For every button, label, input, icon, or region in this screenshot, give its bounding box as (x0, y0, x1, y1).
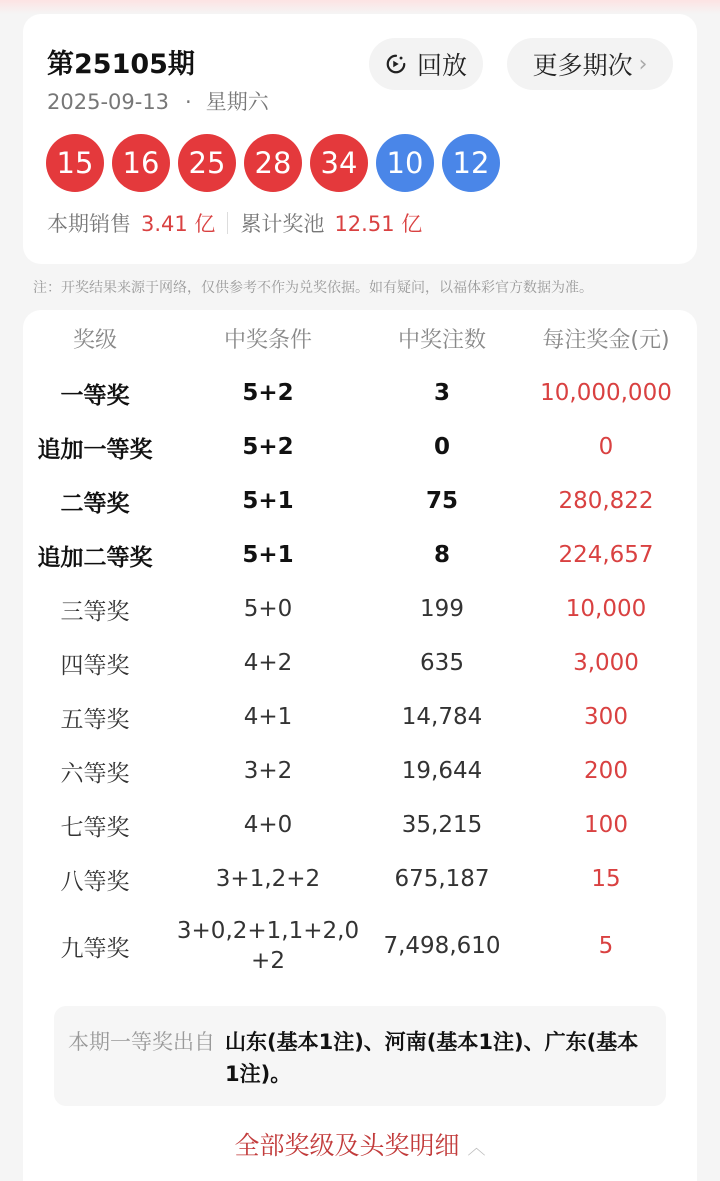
prize-condition: 3+0,2+1,1+2,0+2 (176, 918, 360, 974)
prize-level: 四等奖 (60, 652, 130, 679)
table-row (23, 744, 697, 798)
winner-count: 199 (420, 596, 464, 622)
winner-count: 3 (433, 380, 450, 406)
winner-count: 75 (425, 488, 458, 514)
blue-ball: 10 (376, 134, 434, 192)
prize-amount: 10,000 (565, 596, 647, 622)
header-count: 中奖注数 (397, 327, 486, 353)
table-header (23, 322, 697, 354)
winner-count: 635 (420, 650, 464, 676)
prize-condition: 5+1 (242, 488, 294, 514)
draw-weekday: 星期六 (205, 90, 269, 114)
table-row (23, 908, 697, 984)
draw-date-line (47, 86, 269, 116)
prize-level: 一等奖 (60, 382, 130, 409)
prize-amount: 10,000,000 (540, 380, 672, 406)
separator-dot: · (185, 90, 192, 114)
table-row (23, 582, 697, 636)
more-issues-label: 更多期次 (532, 51, 633, 80)
table-row (23, 636, 697, 690)
prize-condition: 5+1 (242, 542, 294, 568)
red-ball: 25 (178, 134, 236, 192)
table-row (23, 420, 697, 474)
divider (227, 212, 228, 234)
red-ball: 34 (310, 134, 368, 192)
winner-count: 0 (433, 434, 450, 460)
replay-label: 回放 (416, 51, 467, 80)
issue-number: 第25105期 (47, 49, 195, 80)
replay-button[interactable] (369, 38, 483, 90)
prize-level: 五等奖 (60, 706, 130, 733)
table-row (23, 474, 697, 528)
prize-amount: 100 (584, 812, 628, 838)
red-ball: 28 (244, 134, 302, 192)
prize-amount: 200 (584, 758, 628, 784)
disclaimer-note: 注：开奖结果来源于网络，仅供参考不作为兑奖依据。如有疑问，以福体彩官方数据为准。 (33, 280, 593, 296)
prize-level: 九等奖 (60, 935, 130, 962)
winner-count: 675,187 (394, 866, 490, 892)
table-row (23, 528, 697, 582)
prize-condition: 4+0 (243, 812, 293, 838)
prize-table-card (23, 310, 697, 1181)
table-row (23, 798, 697, 852)
all-prize-details-label: 全部奖级及头奖明细 (234, 1131, 460, 1160)
prize-amount: 3,000 (573, 650, 639, 676)
blue-ball: 12 (442, 134, 500, 192)
prize-condition: 5+2 (242, 434, 294, 460)
header-level: 奖级 (72, 327, 117, 353)
table-row (23, 690, 697, 744)
pool-value: 12.51 亿 (334, 212, 423, 236)
prize-amount: 15 (591, 866, 621, 892)
prize-amount: 0 (598, 434, 614, 460)
prize-condition: 5+0 (243, 596, 293, 622)
draw-result-card (23, 14, 697, 264)
header-prize: 每注奖金(元) (542, 327, 670, 353)
more-issues-button[interactable] (507, 38, 673, 90)
draw-date: 2025-09-13 (47, 90, 170, 114)
red-ball: 15 (46, 134, 104, 192)
prize-level: 八等奖 (60, 868, 130, 895)
prize-condition: 4+1 (243, 704, 293, 730)
prize-level: 二等奖 (60, 490, 130, 517)
prize-amount: 224,657 (558, 542, 654, 568)
chevron-right-icon: › (638, 51, 648, 77)
all-prize-details-toggle[interactable] (23, 1126, 697, 1162)
prize-level: 七等奖 (60, 814, 130, 841)
replay-icon (385, 53, 407, 75)
winner-count: 35,215 (401, 812, 483, 838)
pool-label: 累计奖池 (240, 212, 325, 236)
prize-level: 追加二等奖 (37, 544, 153, 571)
winner-count: 19,644 (401, 758, 483, 784)
prize-condition: 4+2 (243, 650, 293, 676)
prize-condition: 3+1,2+2 (215, 866, 321, 892)
prize-condition: 5+2 (242, 380, 294, 406)
winning-numbers (46, 134, 508, 192)
prize-condition: 3+2 (243, 758, 293, 784)
table-row (23, 852, 697, 906)
sales-label: 本期销售 (47, 212, 131, 236)
jackpot-origin-label: 本期一等奖出自 (68, 1030, 215, 1054)
prize-level: 追加一等奖 (37, 436, 153, 463)
winner-count: 7,498,610 (383, 933, 501, 959)
table-row (23, 366, 697, 420)
red-ball: 16 (112, 134, 170, 192)
jackpot-origin-box (54, 1006, 666, 1106)
winner-count: 14,784 (401, 704, 483, 730)
jackpot-origin-text: 山东(基本1注)、河南(基本1注)、广东(基本1注)。 (225, 1030, 639, 1086)
header-condition: 中奖条件 (223, 327, 312, 353)
prize-level: 三等奖 (60, 598, 130, 625)
prize-level: 六等奖 (60, 760, 130, 787)
prize-amount: 280,822 (558, 488, 654, 514)
winner-count: 8 (433, 542, 450, 568)
prize-amount: 300 (584, 704, 628, 730)
prize-amount: 5 (598, 933, 614, 959)
sales-value: 3.41 亿 (141, 212, 216, 236)
chevron-up-icon: ︿ (467, 1138, 486, 1159)
top-background (0, 0, 720, 14)
sales-info (47, 208, 422, 238)
